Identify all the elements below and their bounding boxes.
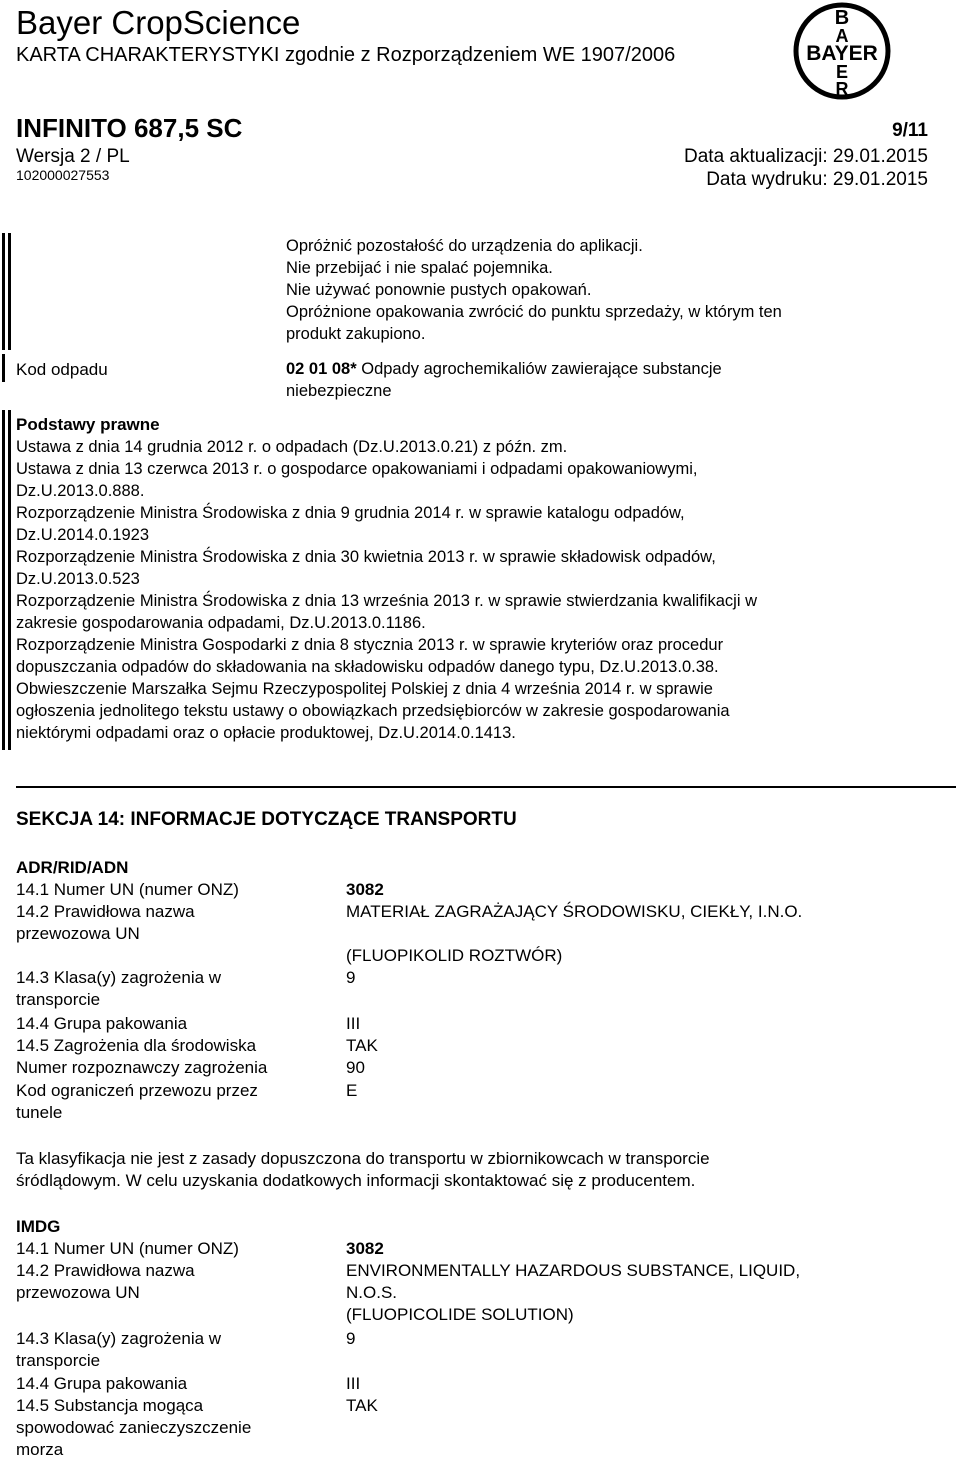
imdg-env-label-line: morza <box>16 1440 64 1459</box>
imdg-group-label: 14.4 Grupa pakowania <box>16 1374 188 1393</box>
update-date: Data aktualizacji: 29.01.2015 <box>684 146 928 167</box>
logo-word-bayer: BAYER <box>806 42 878 65</box>
change-bar <box>8 410 11 750</box>
legal-basis-heading: Podstawy prawne <box>16 415 160 434</box>
adr-class-value: 9 <box>346 968 356 987</box>
disposal-line: Opróżnić pozostałość do urządzenia do aplikacji. <box>286 237 643 255</box>
legal-line: Dz.U.2014.0.1923 <box>16 526 150 544</box>
disposal-line: Opróżnione opakowania zwrócić do punktu sprzedaży, w którym ten <box>286 303 782 321</box>
transport-note-line: Ta klasyfikacja nie jest z zasady dopuszczona do transportu w zbiornikowcach w transporcie <box>16 1149 710 1168</box>
imdg-env-label <box>16 1395 251 1461</box>
disposal-line: Nie przebijać i nie spalać pojemnika. <box>286 259 553 277</box>
logo-letter-a: A <box>835 26 849 46</box>
legal-line: Rozporządzenie Ministra Środowiska z dnia 30 kwietnia 2013 r. w sprawie składowisk odpadów, <box>16 548 716 566</box>
imdg-class-value: 9 <box>346 1329 356 1348</box>
legal-line: Obwieszczenie Marszałka Sejmu Rzeczypospolitej Polskiej z dnia 4 września 2014 r. w sprawie <box>16 680 713 698</box>
logo-letter-r: R <box>835 79 849 99</box>
legal-line: Dz.U.2013.0.523 <box>16 570 140 588</box>
waste-code-label: Kod odpadu <box>16 360 108 379</box>
adr-hazard-label: Numer rozpoznawczy zagrożenia <box>16 1058 268 1077</box>
imdg-class-label <box>16 1328 221 1372</box>
adr-env-value: TAK <box>346 1036 378 1055</box>
disposal-line: produkt zakupiono. <box>286 325 426 343</box>
adr-heading: ADR/RID/ADN <box>16 858 129 877</box>
adr-name-label <box>16 901 195 945</box>
product-name: INFINITO 687,5 SC <box>16 113 243 143</box>
imdg-env-label-line: 14.5 Substancja mogąca <box>16 1396 204 1415</box>
imdg-env-value: TAK <box>346 1396 378 1415</box>
print-date: Data wydruku: 29.01.2015 <box>706 169 928 190</box>
adr-class-label-line: transporcie <box>16 990 101 1009</box>
legal-line: Rozporządzenie Ministra Środowiska z dnia 9 grudnia 2014 r. w sprawie katalogu odpadów, <box>16 504 685 522</box>
change-bar <box>2 410 5 750</box>
legal-line: Ustawa z dnia 13 czerwca 2013 r. o gospodarce opakowaniami i odpadami opakowaniowymi, <box>16 460 698 478</box>
adr-un-value: 3082 <box>346 880 384 899</box>
imdg-name-value-line: (FLUOPICOLIDE SOLUTION) <box>346 1305 574 1324</box>
legal-line: Ustawa z dnia 14 grudnia 2012 r. o odpadach (Dz.U.2013.0.21) z późn. zm. <box>16 438 568 456</box>
waste-code-description-cont: niebezpieczne <box>286 382 392 400</box>
waste-code-value <box>286 358 722 402</box>
adr-un-label: 14.1 Numer UN (numer ONZ) <box>16 880 239 899</box>
section-14-title: SEKCJA 14: INFORMACJE DOTYCZĄCE TRANSPORTU <box>16 809 517 830</box>
legal-basis-list <box>16 436 757 744</box>
imdg-name-label-line: 14.2 Prawidłowa nazwa <box>16 1261 195 1280</box>
logo-letter-b: B <box>834 7 850 29</box>
adr-tunnel-label-line: tunele <box>16 1103 63 1122</box>
imdg-name-value-line: ENVIRONMENTALLY HAZARDOUS SUBSTANCE, LIQUID, <box>346 1261 801 1280</box>
adr-env-label: 14.5 Zagrożenia dla środowiska <box>16 1036 257 1055</box>
imdg-name-label-line: przewozowa UN <box>16 1283 140 1302</box>
legal-line: Rozporządzenie Ministra Gospodarki z dnia 8 stycznia 2013 r. w sprawie kryteriów oraz procedur <box>16 636 724 654</box>
legal-line: niektórymi odpadami oraz o opłacie produktowej, Dz.U.2014.0.1413. <box>16 724 516 742</box>
section-divider <box>16 786 956 788</box>
logo-letter-e: E <box>835 62 849 82</box>
company-name: Bayer CropScience <box>16 4 301 41</box>
disposal-instructions <box>286 235 782 345</box>
adr-group-value: III <box>346 1014 361 1033</box>
disposal-line: Nie używać ponownie pustych opakowań. <box>286 281 592 299</box>
imdg-group-value: III <box>346 1374 361 1393</box>
adr-name-label-line: przewozowa UN <box>16 924 140 943</box>
document-number: 102000027553 <box>16 167 110 183</box>
waste-code-description: Odpady agrochemikaliów zawierające substancje <box>356 360 722 378</box>
imdg-class-label-line: transporcie <box>16 1351 101 1370</box>
imdg-un-label: 14.1 Numer UN (numer ONZ) <box>16 1239 239 1258</box>
change-bar <box>2 233 5 350</box>
imdg-name-value <box>346 1260 800 1326</box>
adr-tunnel-value: E <box>346 1081 358 1100</box>
adr-name-value-2: (FLUOPIKOLID ROZTWÓR) <box>346 946 563 965</box>
transport-note <box>16 1148 710 1192</box>
adr-name-label-line: 14.2 Prawidłowa nazwa <box>16 902 195 921</box>
imdg-name-value-line: N.O.S. <box>346 1283 398 1302</box>
bayer-logo <box>788 2 896 100</box>
adr-tunnel-label-line: Kod ograniczeń przewozu przez <box>16 1081 258 1100</box>
imdg-un-value: 3082 <box>346 1239 384 1258</box>
page-number: 9/11 <box>892 120 928 141</box>
document-title: KARTA CHARAKTERYSTYKI zgodnie z Rozporządzeniem WE 1907/2006 <box>16 44 676 66</box>
adr-class-label-line: 14.3 Klasa(y) zagrożenia w <box>16 968 222 987</box>
adr-hazard-value: 90 <box>346 1058 365 1077</box>
imdg-heading: IMDG <box>16 1217 61 1236</box>
adr-class-label <box>16 967 221 1011</box>
imdg-class-label-line: 14.3 Klasa(y) zagrożenia w <box>16 1329 222 1348</box>
change-bar <box>2 354 5 382</box>
change-bar <box>8 233 11 350</box>
legal-line: Rozporządzenie Ministra Środowiska z dnia 13 września 2013 r. w sprawie stwierdzania kwalifikacji w <box>16 592 757 610</box>
version: Wersja 2 / PL <box>16 146 130 167</box>
adr-group-label: 14.4 Grupa pakowania <box>16 1014 188 1033</box>
legal-line: dopuszczania odpadów do składowania na składowisku odpadów danego typu, Dz.U.2013.0.38. <box>16 658 719 676</box>
imdg-name-label <box>16 1260 195 1304</box>
legal-line: Dz.U.2013.0.888. <box>16 482 145 500</box>
legal-line: zakresie gospodarowania odpadami, Dz.U.2013.0.1186. <box>16 614 426 632</box>
adr-name-value: MATERIAŁ ZAGRAŻAJĄCY ŚRODOWISKU, CIEKŁY, I.N.O. <box>346 902 803 921</box>
transport-note-line: śródlądowym. W celu uzyskania dodatkowych informacji skontaktować się z producentem. <box>16 1171 696 1190</box>
waste-code-number: 02 01 08* <box>286 360 357 378</box>
legal-line: ogłoszenia jednolitego tekstu ustawy o obowiązkach przedsiębiorców w zakresie gospodarowania <box>16 702 730 720</box>
adr-tunnel-label <box>16 1080 258 1124</box>
imdg-env-label-line: spowodować zanieczyszczenie <box>16 1418 252 1437</box>
